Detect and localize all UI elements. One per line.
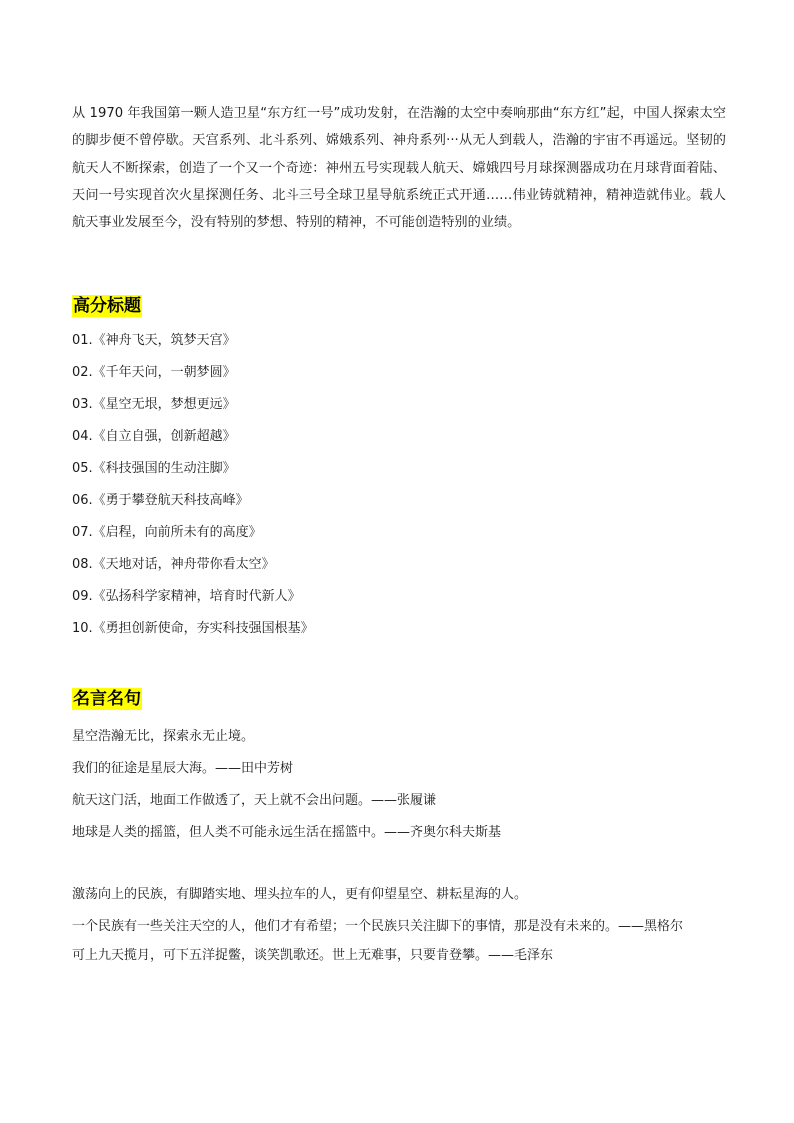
title-item: 04.《自立自强，创新超越》 (72, 429, 236, 444)
section-heading-quotes: 名言名句 (73, 689, 141, 709)
title-item: 05.《科技强国的生动注脚》 (72, 461, 236, 476)
section-heading-titles: 高分标题 (73, 296, 141, 316)
title-item: 03.《星空无垠，梦想更远》 (72, 397, 236, 412)
quote-item: 地球是人类的摇篮，但人类不可能永远生活在摇篮中。——齐奥尔科夫斯基 (72, 825, 502, 840)
quote-item: 激荡向上的民族，有脚踏实地、埋头拉车的人，更有仰望星空、耕耘星海的人。 (72, 887, 528, 902)
quote-list-1 (72, 726, 726, 854)
title-item: 02.《千年天问，一朝梦圆》 (72, 365, 236, 380)
title-item: 01.《神舟飞天，筑梦天宫》 (72, 333, 236, 348)
intro-paragraph: 从 1970 年我国第一颗人造卫星“东方红一号”成功发射，在浩瀚的太空中奏响那曲“东方红”起，中国人探索太空的脚步便不曾停歇。天宫系列、北斗系列、嫦娥系列、神舟系列···从无人到载人，浩瀚的宇宙不再遥远。坚韧的航天人不断探索，创造了一个又一个奇迹：神州五号实现载人航天、嫦娥四号月球探测器成功在月球背面着陆、天问一号实现首次火星探测任务、北斗三号全球卫星导航系统正式开通……伟业铸就精神，精神造就伟业。载人航天事业发展至今，没有特别的梦想、特别的精神，不可能创造特别的业绩。 (72, 106, 726, 231)
title-item: 08.《天地对话，神舟带你看太空》 (72, 557, 275, 572)
quote-item: 航天这门活，地面工作做透了，天上就不会出问题。——张履谦 (72, 793, 437, 808)
title-item: 06.《勇于攀登航天科技高峰》 (72, 493, 249, 508)
title-item: 10.《勇担创新使命，夯实科技强国根基》 (72, 621, 314, 636)
title-item: 07.《启程，向前所未有的高度》 (72, 525, 262, 540)
quote-item: 星空浩瀚无比，探索永无止境。 (72, 729, 255, 744)
title-list (72, 331, 314, 651)
quote-item: 我们的征途是星辰大海。——田中芳树 (72, 761, 294, 776)
quote-item: 一个民族有一些关注天空的人，他们才有希望；一个民族只关注脚下的事情，那是没有未来的。——黑格尔 (72, 919, 684, 934)
quote-list-2 (72, 884, 726, 977)
title-item: 09.《弘扬科学家精神，培育时代新人》 (72, 589, 301, 604)
quote-item: 可上九天揽月，可下五洋捉鳖，谈笑凯歌还。世上无难事，只要肯登攀。——毛泽东 (72, 948, 554, 963)
